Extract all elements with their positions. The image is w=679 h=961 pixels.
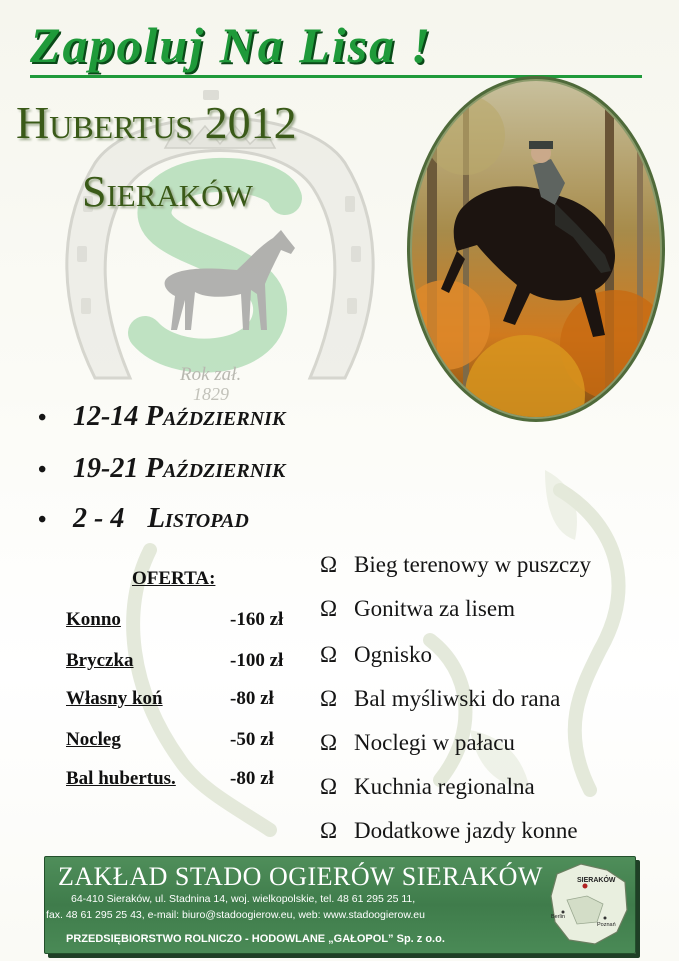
map-label-sierakow: SIERAKÓW <box>577 877 616 884</box>
offer-price: -80 zł <box>230 768 274 789</box>
feature-item <box>320 642 432 668</box>
offer-title: OFERTA: <box>132 568 216 589</box>
feature-item <box>320 818 578 844</box>
offer-price: -160 zł <box>230 609 284 630</box>
feature-text: Ognisko <box>354 642 432 667</box>
offer-price: -50 zł <box>230 729 274 750</box>
offer-item <box>66 768 306 790</box>
offer-price: -100 zł <box>230 650 284 671</box>
map-label-poznan: Poznań <box>597 922 616 928</box>
feature-item <box>320 774 535 800</box>
date-month: Listopad <box>147 502 249 534</box>
offer-name: Bal hubertus. <box>66 768 176 789</box>
date-month: Październik <box>145 400 286 432</box>
footer-company: PRZEDSIĘBIORSTWO ROLNICZO - HODOWLANE „GAŁOPOL” Sp. z o.o. <box>66 933 445 945</box>
bullet-icon: • <box>38 457 47 483</box>
offer-price: -80 zł <box>230 688 274 709</box>
rider-jumping-photo <box>405 75 667 423</box>
date-item <box>38 400 285 433</box>
region-map-icon <box>547 860 631 948</box>
date-item <box>38 502 249 535</box>
omega-bullet-icon: Ω <box>320 686 338 711</box>
bullet-icon: • <box>38 507 47 533</box>
feature-item <box>320 686 560 712</box>
footer-banner <box>44 856 640 956</box>
logo-text-year-label: Rok zał. <box>180 364 242 385</box>
feature-text: Noclegi w pałacu <box>354 730 515 755</box>
omega-bullet-icon: Ω <box>320 774 338 799</box>
omega-bullet-icon: Ω <box>320 818 338 843</box>
omega-bullet-icon: Ω <box>320 596 338 621</box>
footer-title: ZAKŁAD STADO OGIERÓW SIERAKÓW <box>58 862 543 891</box>
offer-name: Konno <box>66 609 121 630</box>
offer-name: Nocleg <box>66 729 121 750</box>
offer-name: Bryczka <box>66 650 134 671</box>
date-days: 19-21 <box>73 453 139 484</box>
offer-name: Własny koń <box>66 688 163 709</box>
feature-text: Gonitwa za lisem <box>354 596 515 621</box>
feature-item <box>320 596 515 622</box>
omega-bullet-icon: Ω <box>320 642 338 667</box>
feature-item <box>320 730 515 756</box>
feature-text: Bieg terenowy w puszczy <box>354 552 591 577</box>
feature-text: Kuchnia regionalna <box>354 774 535 799</box>
offer-item <box>66 688 306 710</box>
headline <box>0 6 679 78</box>
footer-contact: fax. 48 61 295 25 43, e-mail: biuro@stadoogierow.eu, web: www.stadoogierow.eu <box>46 909 425 921</box>
omega-bullet-icon: Ω <box>320 552 338 577</box>
feature-item <box>320 552 591 578</box>
offer-item <box>66 729 306 751</box>
title-sierakow: Sieraków <box>82 167 253 216</box>
omega-bullet-icon: Ω <box>320 730 338 755</box>
date-days: 2 - 4 <box>73 503 125 534</box>
title-hubertus: Hubertus 2012 <box>16 97 297 148</box>
bullet-icon: • <box>38 405 47 431</box>
logo-text-year: 1829 <box>193 384 229 404</box>
footer-address: 64-410 Sieraków, ul. Stadnina 14, woj. wielkopolskie, tel. 48 61 295 25 11, <box>71 893 416 905</box>
date-days: 12-14 <box>73 401 139 432</box>
offer-item <box>66 609 306 631</box>
headline-text: Zapoluj Na Lisa ! <box>30 17 433 73</box>
offer-item <box>66 650 306 672</box>
map-label-berlin: Berlin <box>551 914 566 920</box>
feature-text: Dodatkowe jazdy konne <box>354 818 578 843</box>
date-month: Październik <box>145 452 286 484</box>
date-item <box>38 452 285 485</box>
feature-text: Bal myśliwski do rana <box>354 686 561 711</box>
